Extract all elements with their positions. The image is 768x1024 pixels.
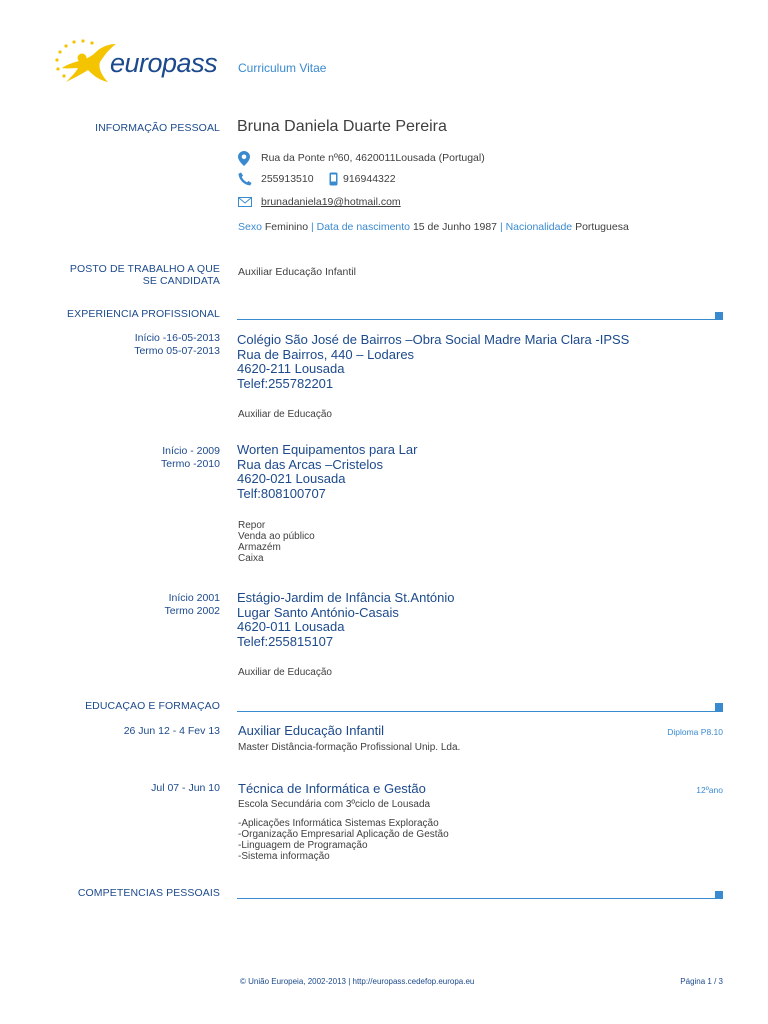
education-detail-item: -Sistema informação: [238, 851, 330, 862]
separator: |: [499, 221, 503, 233]
employer-block: [237, 591, 455, 649]
section-rule-square: [715, 312, 723, 320]
section-label-position-line2: SE CANDIDATA: [142, 275, 220, 287]
employer-name: Estágio-Jardim de Infância St.António: [237, 590, 455, 605]
employer-postcode: 4620-011 Lousada: [237, 619, 345, 634]
personal-details-line: [238, 221, 629, 233]
nationality-label: Nacionalidade: [505, 221, 573, 233]
section-label-experience: EXPERIENCIA PROFISSIONAL: [67, 308, 220, 320]
section-rule-square: [715, 703, 723, 711]
employer-phone: Telf:808100707: [237, 485, 326, 501]
employer-name: Worten Equipamentos para Lar: [237, 442, 418, 457]
education-level: 12ºano: [696, 785, 723, 795]
nationality-value: Portuguesa: [575, 221, 629, 233]
europass-logo: [52, 38, 222, 88]
employer-postcode: 4620-211 Lousada: [237, 361, 345, 376]
logo-wordmark: europass: [110, 48, 218, 78]
location-pin-icon: [238, 151, 250, 166]
email-link[interactable]: brunadaniela19@hotmail.com: [261, 196, 401, 208]
phone-number: 255913510: [261, 173, 314, 185]
job-duty: Auxiliar de Educação: [238, 409, 332, 420]
sex-value: Feminino: [264, 221, 309, 233]
birth-label: Data de nascimento: [316, 221, 411, 233]
job-duty: Repor: [238, 520, 266, 531]
footer-copyright: © União Europeia, 2002-2013 | http://europass.cedefop.europa.eu: [240, 977, 475, 986]
experience-date-end: Termo -2010: [161, 458, 220, 470]
experience-date-end: Termo 05-07-2013: [134, 345, 220, 357]
employer-block: [237, 333, 629, 391]
employer-block: [237, 443, 417, 501]
experience-date-start: Início -16-05-2013: [134, 332, 220, 344]
email-icon: [238, 197, 252, 207]
education-organisation: Escola Secundária com 3ºciclo de Lousada: [238, 799, 431, 810]
phone-icon: [238, 172, 252, 186]
job-description: [238, 667, 332, 678]
job-duty: Auxiliar de Educação: [238, 667, 332, 678]
job-duty: Caixa: [238, 553, 264, 564]
employer-address: Rua das Arcas –Cristelos: [237, 456, 383, 472]
job-description: [238, 520, 315, 564]
mobile-number: 916944322: [343, 173, 396, 185]
employer-phone: Telef:255782201: [237, 375, 334, 391]
education-title: Auxiliar Educação Infantil: [238, 723, 384, 738]
employer-address: Rua de Bairros, 440 – Lodares: [237, 346, 415, 362]
section-label-education: EDUCAÇAO E FORMAÇAO: [85, 700, 220, 712]
employer-postcode: 4620-021 Lousada: [237, 471, 346, 486]
employer-address: Lugar Santo António-Casais: [237, 604, 399, 620]
education-title: Técnica de Informática e Gestão: [238, 781, 426, 796]
sex-label: Sexo: [238, 221, 262, 233]
section-label-skills: COMPETENCIAS PESSOAIS: [77, 887, 220, 899]
footer-page-number: Página 1 / 3: [680, 977, 723, 986]
section-label-position: [20, 263, 220, 287]
education-detail-item: -Linguagem de Programação: [238, 840, 368, 851]
birth-value: 15 de Junho 1987: [412, 221, 498, 233]
education-date: Jul 07 - Jun 10: [151, 782, 220, 794]
employer-phone: Telef:255815107: [237, 633, 334, 649]
experience-date-start: Início 2001: [168, 592, 220, 604]
separator: |: [310, 221, 314, 233]
section-rule-experience: [237, 319, 723, 320]
section-rule-education: [237, 711, 723, 712]
section-label-position-line1: POSTO DE TRABALHO A QUE: [69, 263, 220, 275]
job-description: [238, 409, 332, 420]
education-organisation: Master Distância-formação Profissional Unip. Lda.: [238, 742, 461, 753]
section-rule-square: [715, 891, 723, 899]
section-rule-skills: [237, 898, 723, 899]
education-date: 26 Jun 12 - 4 Fev 13: [123, 725, 220, 737]
education-detail-item: -Aplicações Informática Sistemas Exploração: [238, 818, 439, 829]
experience-date-start: Início - 2009: [162, 445, 220, 457]
document-title: Curriculum Vitae: [238, 61, 327, 75]
education-detail-item: -Organização Empresarial Aplicação de Gestão: [238, 829, 449, 840]
position-value: Auxiliar Educação Infantil: [238, 266, 356, 278]
education-level: Diploma P8.10: [667, 727, 723, 737]
education-details: [238, 818, 449, 862]
section-label-personal: INFORMAÇÃO PESSOAL: [95, 122, 220, 134]
full-name: Bruna Daniela Duarte Pereira: [237, 118, 447, 135]
mobile-phone-icon: [329, 172, 338, 186]
address-text: Rua da Ponte nº60, 4620011Lousada (Portugal): [261, 152, 485, 164]
job-duty: Venda ao público: [238, 531, 315, 542]
experience-date-end: Termo 2002: [164, 605, 220, 617]
employer-name: Colégio São José de Bairros –Obra Social Madre Maria Clara -IPSS: [237, 332, 630, 347]
job-duty: Armazém: [238, 542, 281, 553]
